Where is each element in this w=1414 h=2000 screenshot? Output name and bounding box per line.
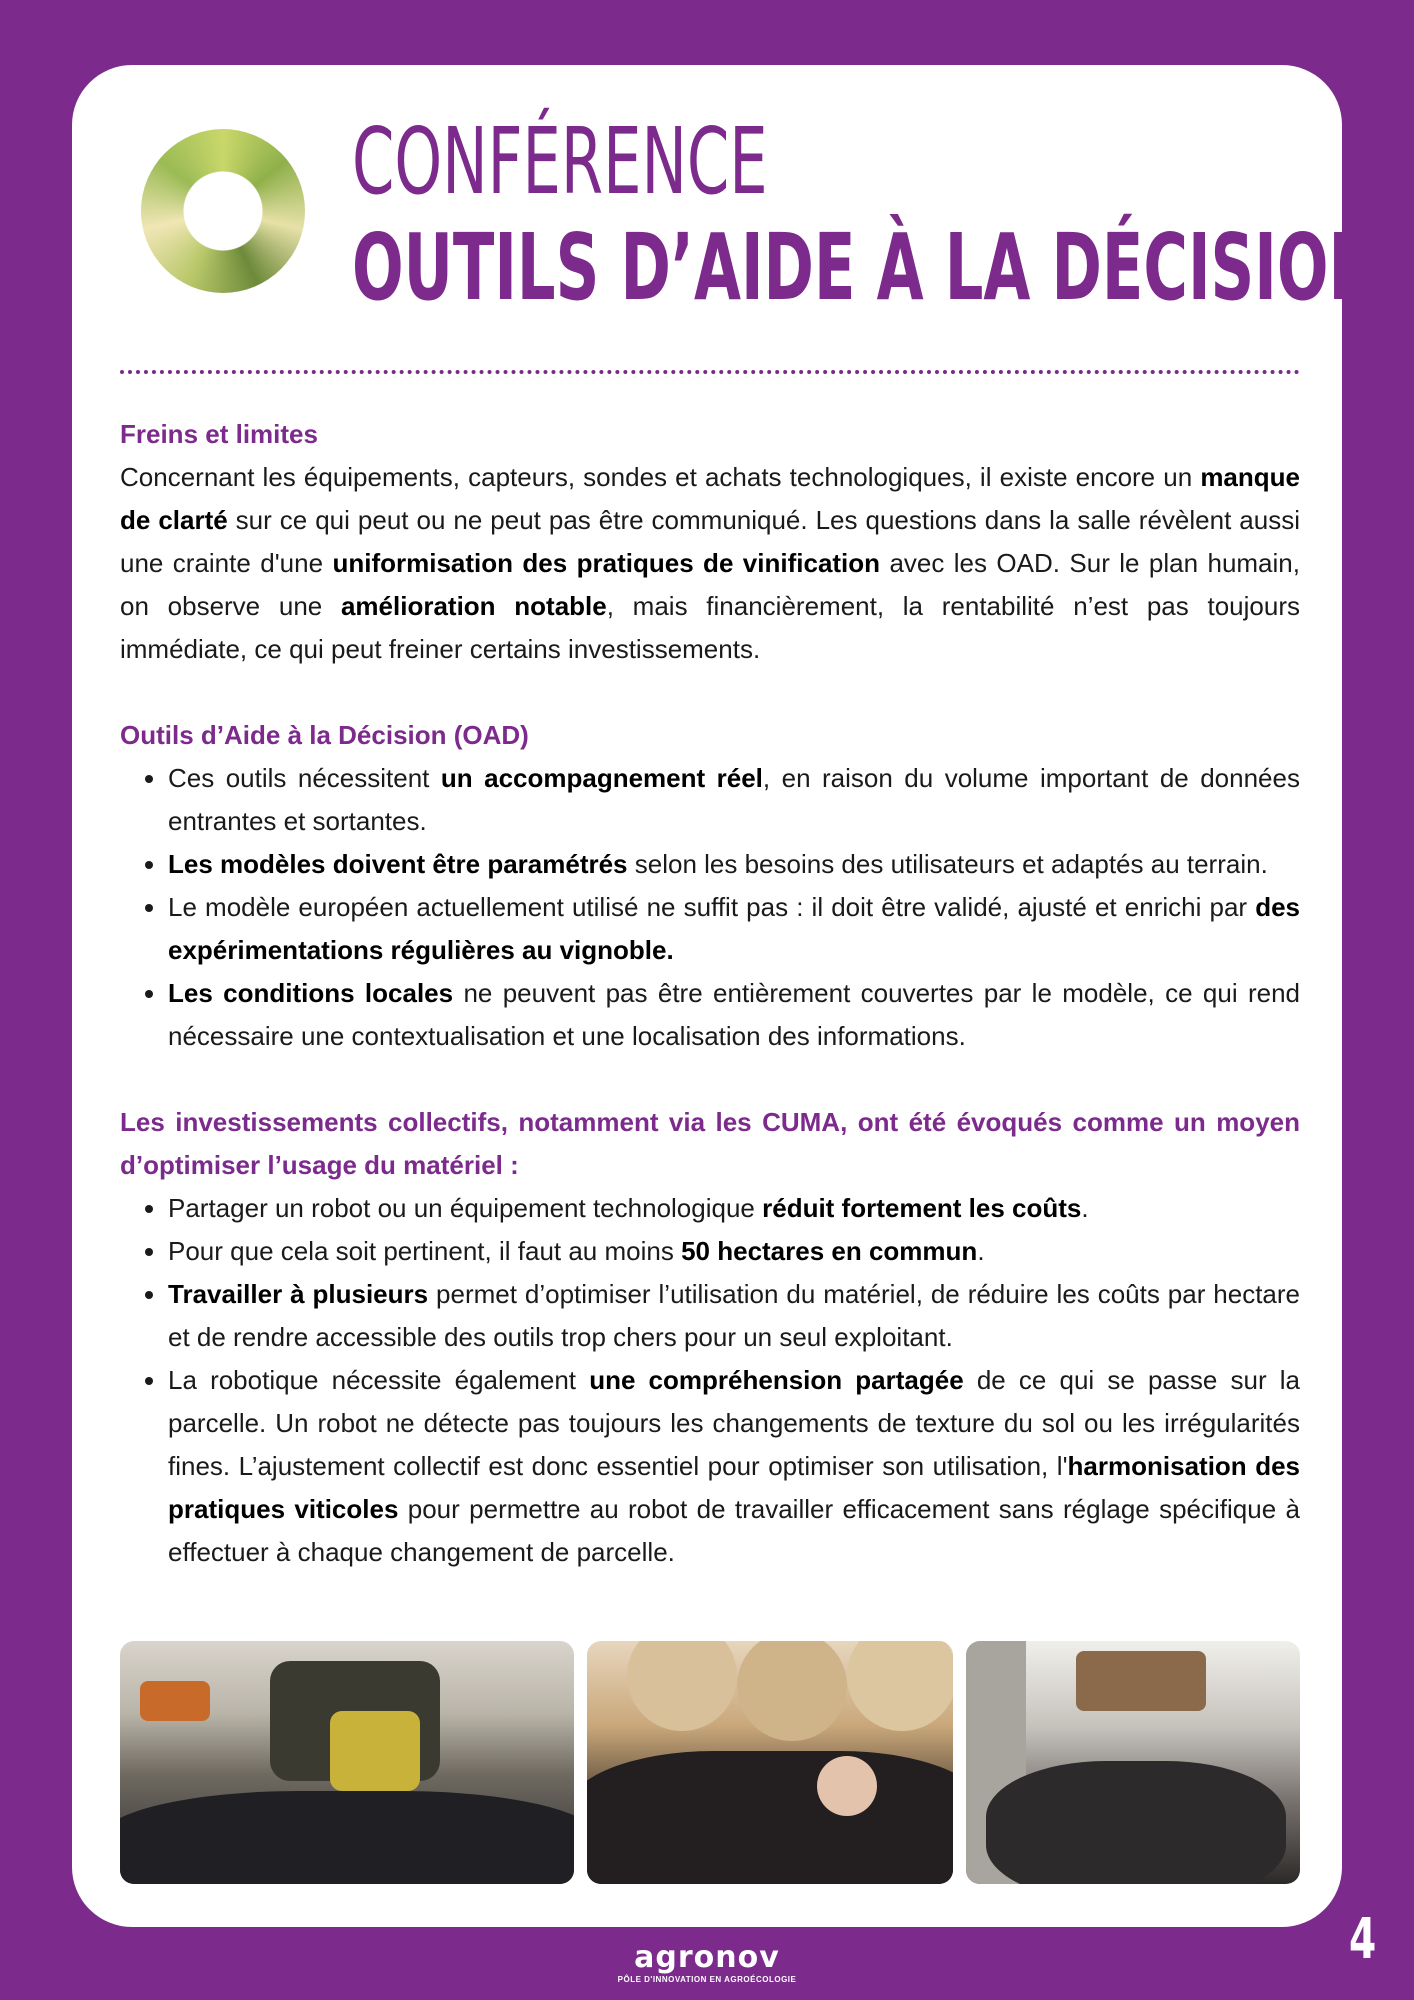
dotted-divider [120, 370, 1300, 374]
photo-field-demo-robot [120, 1641, 574, 1884]
page-number: 4 [1349, 1907, 1377, 1972]
text-run: Concernant les équipements, capteurs, sondes et achats technologiques, il existe encore un [120, 462, 1201, 492]
logo-wordmark: agronov [634, 1940, 780, 1975]
article-body [120, 413, 1300, 1574]
section-heading-cuma: Les investissements collectifs, notamment via les CUMA, ont été évoqués comme un moyen d’optimiser l’usage du matériel : [120, 1107, 1300, 1180]
text-run: avec les OAD. Sur le plan humain, on observe une [120, 548, 1300, 621]
agronov-logo [600, 1942, 814, 1986]
list-item: • Le modèle européen actuellement utilisé ne suffit pas : il doit être validé, ajusté et enrichi par des expérimentations régulières au vignoble. [168, 886, 1300, 972]
oad-bullet-list [120, 757, 1300, 1058]
list-item: • La robotique nécessite également une compréhension partagée de ce qui se passe sur la parcelle. Un robot ne détecte pas toujours les changements de texture du sol ou les irrégularités fines. L’ajustement collectif est donc essentiel pour optimiser son utilisation, l'harmonisation des pratiques viticoles pour permettre au robot de travailler efficacement sans réglage spécifique à effectuer à chaque changement de parcelle. [168, 1359, 1300, 1574]
list-item: • Les conditions locales ne peuvent pas être entièrement couvertes par le modèle, ce qui rend nécessaire une contextualisation et une localisation des informations. [168, 972, 1300, 1058]
bold-run: uniformisation des pratiques de vinification [332, 548, 881, 578]
list-item: • Pour que cela soit pertinent, il faut au moins 50 hectares en commun. [168, 1230, 1300, 1273]
list-item: • Ces outils nécessitent un accompagnement réel, en raison du volume important de données entrantes et sortantes. [168, 757, 1300, 843]
logo-subtitle: PÔLE D'INNOVATION EN AGROÉCOLOGIE [617, 1975, 797, 1984]
list-item: • Partager un robot ou un équipement technologique réduit fortement les coûts. [168, 1187, 1300, 1230]
list-item: • Travailler à plusieurs permet d’optimiser l’utilisation du matériel, de réduire les coûts par hectare et de rendre accessible des outils trop chers pour un seul exploitant. [168, 1273, 1300, 1359]
bold-run: manque de clarté [120, 462, 1300, 535]
photo-wine-cellar-barrels [587, 1641, 953, 1884]
cuma-bullet-list [120, 1187, 1300, 1574]
photo-winery-visit [966, 1641, 1300, 1884]
section-heading-oad: Outils d’Aide à la Décision (OAD) [120, 720, 529, 750]
vineyard-ring-logo [141, 129, 305, 293]
text-run: sur ce qui peut ou ne peut pas être communiqué. Les questions dans la salle révèlent aussi une crainte d'une [120, 505, 1300, 578]
bold-run: amélioration notable [340, 591, 607, 621]
section-heading-freins: Freins et limites [120, 419, 318, 449]
page-title-line1: CONFÉRENCE [352, 108, 768, 215]
text-run: , mais financièrement, la rentabilité n’est pas toujours immédiate, ce qui peut freiner certains investissements. [120, 591, 1300, 664]
list-item: • Les modèles doivent être paramétrés selon les besoins des utilisateurs et adaptés au terrain. [168, 843, 1300, 886]
page-title-line2: OUTILS D’AIDE À LA DÉCISION [352, 214, 1380, 321]
section-paragraph-freins [120, 456, 1300, 671]
